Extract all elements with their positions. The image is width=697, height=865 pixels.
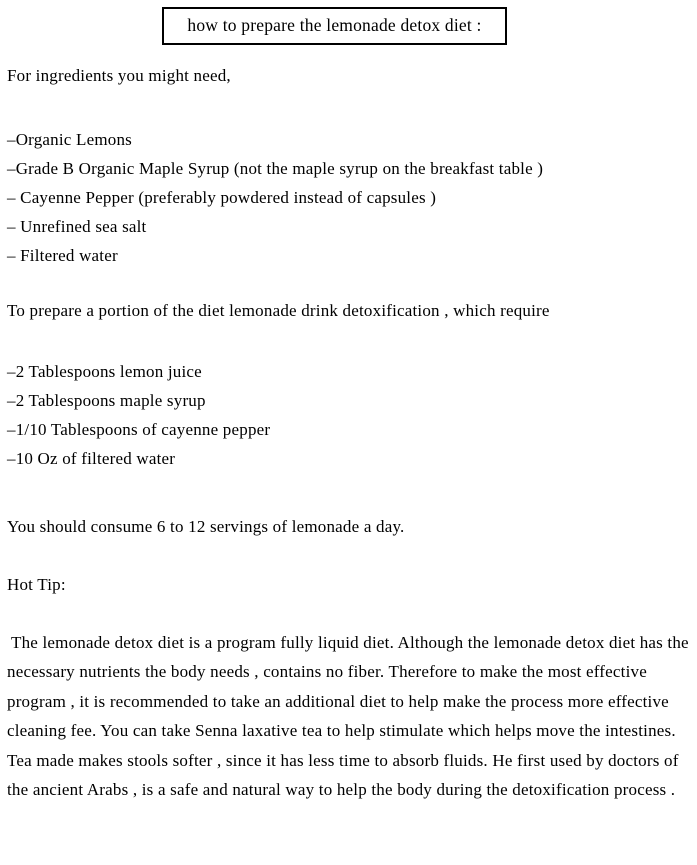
list-item-organic-lemons: –Organic Lemons	[7, 130, 132, 149]
list-item-maple-syrup: –Grade B Organic Maple Syrup (not the maple syrup on the breakfast table )	[7, 159, 544, 178]
list-item-water-amount: –10 Oz of filtered water	[7, 449, 176, 468]
preparation-intro: To prepare a portion of the diet lemonade drink detoxification , which require	[7, 301, 550, 320]
document-page	[0, 7, 697, 865]
list-item-cayenne-pepper: – Cayenne Pepper (preferably powdered instead of capsules )	[7, 188, 437, 207]
ingredients-list	[7, 125, 694, 270]
list-item-filtered-water: – Filtered water	[7, 246, 118, 265]
page-title: how to prepare the lemonade detox diet :	[187, 15, 482, 36]
hot-tip-paragraph: The lemonade detox diet is a program fully liquid diet. Although the lemonade detox diet has the necessary nutrients the body needs , contains no fiber. Therefore to make the most effective program , it is recommended to take an additional diet to help make the process more effective cleaning fee. You can take Senna laxative tea to help stimulate which helps move the intestines. Tea made makes stools softer , since it has less time to absorb fluids. He first used by doctors of the ancient Arabs , is a safe and natural way to help the body during the detoxification process .	[7, 633, 689, 800]
list-item-maple-syrup-amount: –2 Tablespoons maple syrup	[7, 391, 206, 410]
hot-tip-label: Hot Tip:	[7, 575, 66, 594]
ingredients-intro: For ingredients you might need,	[7, 66, 231, 85]
list-item-sea-salt: – Unrefined sea salt	[7, 217, 147, 236]
list-item-lemon-juice: –2 Tablespoons lemon juice	[7, 362, 202, 381]
title-box	[162, 7, 507, 45]
servings-line: You should consume 6 to 12 servings of lemonade a day.	[7, 517, 405, 536]
measurements-list	[7, 357, 694, 473]
list-item-cayenne-amount: –1/10 Tablespoons of cayenne pepper	[7, 420, 271, 439]
